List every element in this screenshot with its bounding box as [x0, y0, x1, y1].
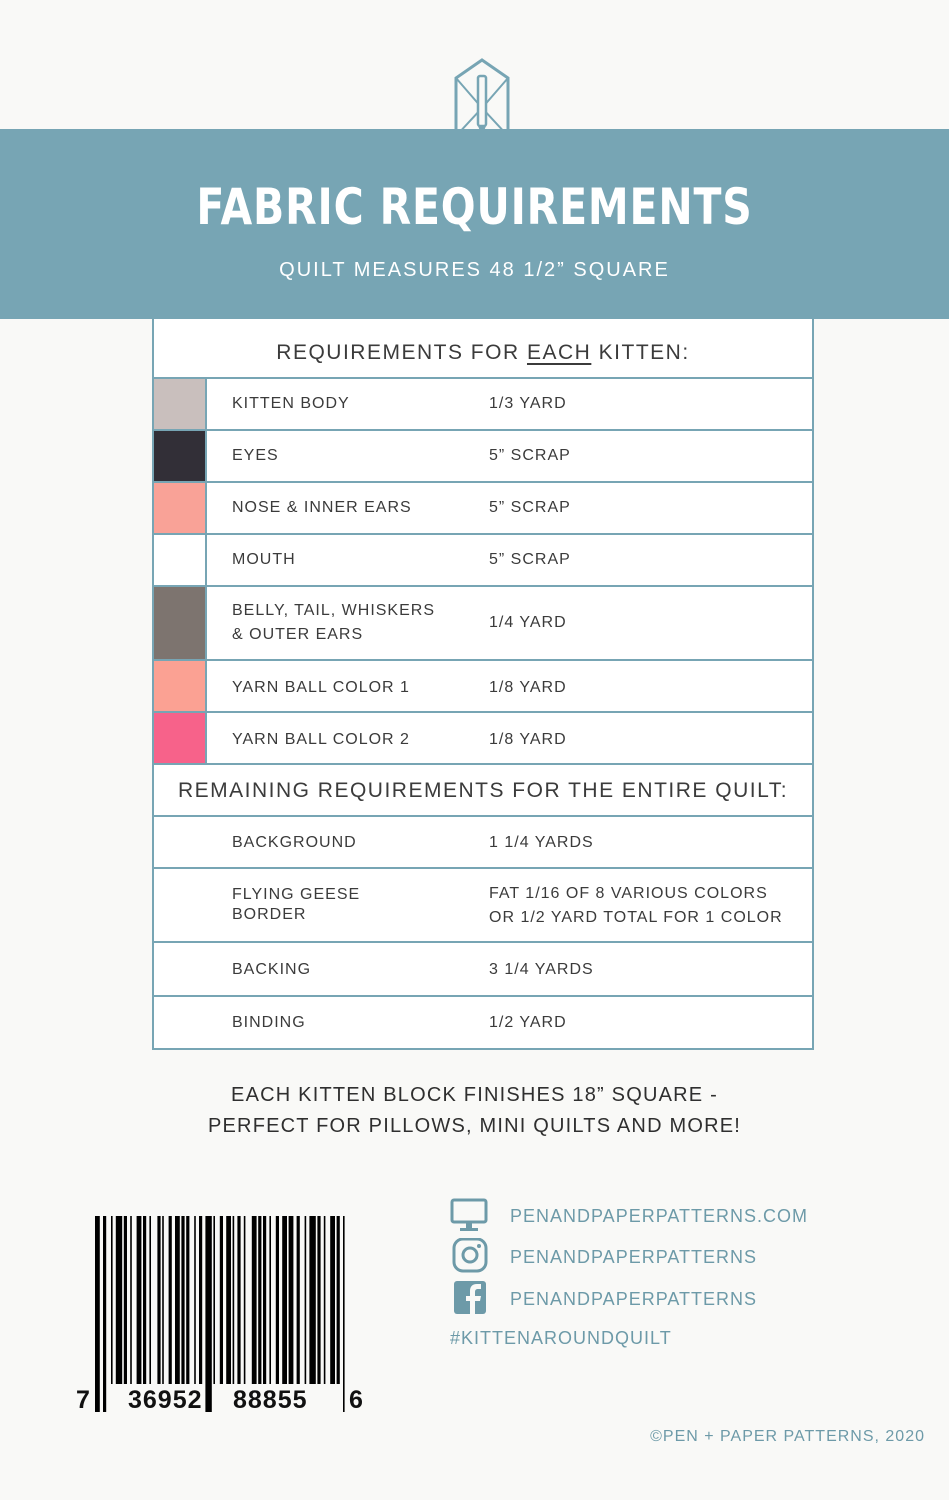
color-swatch — [154, 535, 207, 585]
barcode-bar — [157, 1216, 160, 1384]
amount-label: 1/8 YARD — [489, 679, 567, 696]
amount-label: FAT 1/16 OF 8 VARIOUS COLORS — [489, 885, 768, 902]
amount-label: 5” SCRAP — [489, 551, 571, 568]
barcode-bar — [124, 1216, 127, 1384]
barcode-bar — [226, 1216, 231, 1384]
item-label: BACKGROUND — [232, 834, 357, 851]
barcode-group-right: 88855 — [233, 1386, 308, 1414]
barcode-bar — [205, 1216, 211, 1412]
barcode-bar — [324, 1216, 326, 1384]
barcode-bar — [116, 1216, 122, 1384]
barcode-bar — [199, 1216, 202, 1384]
hashtag: #KITTENAROUNDQUILT — [450, 1328, 672, 1348]
barcode-bar — [103, 1216, 106, 1412]
barcode-bar — [317, 1216, 320, 1384]
barcode — [75, 1212, 370, 1417]
color-swatch — [154, 483, 207, 533]
barcode-bar — [276, 1216, 279, 1384]
barcode-group-left: 36952 — [128, 1386, 203, 1414]
barcode-bar — [263, 1216, 266, 1384]
barcode-bar — [269, 1216, 271, 1384]
item-label: YARN BALL COLOR 1 — [232, 679, 410, 696]
table-row — [154, 941, 812, 995]
barcode-bar — [220, 1216, 223, 1384]
monitor-icon — [450, 1197, 488, 1233]
requirements-table — [152, 319, 814, 1050]
table-row — [154, 585, 812, 661]
tagline-line1: EACH KITTEN BLOCK FINISHES 18” SQUARE - — [231, 1084, 718, 1106]
barcode-bar — [181, 1216, 184, 1384]
amount-label: 5” SCRAP — [489, 447, 571, 464]
barcode-bar — [194, 1216, 196, 1384]
website-link[interactable]: PENANDPAPERPATTERNS.COM — [510, 1206, 809, 1226]
table-row — [154, 711, 812, 763]
barcode-bar — [343, 1216, 345, 1412]
instagram-link[interactable]: PENANDPAPERPATTERNS — [510, 1247, 758, 1267]
color-swatch — [154, 587, 207, 661]
amount-label: 3 1/4 YARDS — [489, 961, 594, 978]
kitten-section-heading: REQUIREMENTS FOR EACH KITTEN: — [276, 341, 690, 364]
amount-label: 1/4 YARD — [489, 614, 567, 631]
table-row — [154, 995, 812, 1048]
item-label: YARN BALL COLOR 2 — [232, 731, 410, 748]
item-label: KITTEN BODY — [232, 395, 350, 412]
table-row — [154, 429, 812, 481]
amount-label: 1/2 YARD — [489, 1014, 567, 1031]
item-label: BACKING — [232, 961, 312, 978]
barcode-bar — [169, 1216, 172, 1384]
amount-label: 5” SCRAP — [489, 499, 571, 516]
barcode-bar — [237, 1216, 240, 1384]
barcode-bar — [213, 1216, 215, 1384]
barcode-bar — [143, 1216, 146, 1384]
barcode-bar — [252, 1216, 257, 1384]
facebook-link[interactable]: PENANDPAPERPATTERNS — [510, 1289, 758, 1309]
barcode-bar — [330, 1216, 335, 1384]
barcode-bar — [233, 1216, 235, 1384]
barcode-bar — [258, 1216, 261, 1384]
page-subtitle: QUILT MEASURES 48 1/2” SQUARE — [279, 259, 670, 281]
item-label: FLYING GEESE — [232, 886, 361, 903]
page-title: FABRIC REQUIREMENTS — [196, 178, 753, 236]
barcode-bar — [244, 1216, 246, 1384]
item-label: NOSE & INNER EARS — [232, 499, 412, 516]
quilt-section-heading: REMAINING REQUIREMENTS FOR THE ENTIRE QUILT: — [177, 779, 789, 802]
tagline — [0, 1080, 949, 1142]
facebook-icon — [450, 1280, 488, 1316]
barcode-digit-last: 6 — [349, 1386, 363, 1414]
color-swatch — [154, 661, 207, 711]
amount-label: 1/8 YARD — [489, 731, 567, 748]
item-label: MOUTH — [232, 551, 296, 568]
barcode-bar — [95, 1216, 100, 1412]
item-label: BELLY, TAIL, WHISKERS — [232, 602, 435, 619]
barcode-bar — [309, 1216, 315, 1384]
color-swatch — [154, 713, 207, 763]
instagram-icon — [450, 1238, 488, 1274]
barcode-bar — [162, 1216, 164, 1384]
barcode-bar — [282, 1216, 287, 1384]
item-label: & OUTER EARS — [232, 626, 364, 643]
quilt-section-row — [154, 763, 812, 817]
item-label: EYES — [232, 447, 279, 464]
barcode-digit-first: 7 — [76, 1386, 90, 1414]
amount-label: 1/3 YARD — [489, 395, 567, 412]
amount-label: 1 1/4 YARDS — [489, 834, 594, 851]
item-label: BINDING — [232, 1014, 306, 1031]
color-swatch — [154, 379, 207, 429]
barcode-bar — [111, 1216, 113, 1384]
table-row — [154, 815, 812, 869]
table-row — [154, 867, 812, 943]
barcode-bar — [137, 1216, 142, 1384]
copyright: ©PEN + PAPER PATTERNS, 2020 — [650, 1428, 925, 1445]
barcode-bar — [175, 1216, 180, 1384]
table-row — [154, 533, 812, 585]
barcode-bar — [305, 1216, 307, 1384]
color-swatch — [154, 431, 207, 481]
table-row — [154, 481, 812, 533]
amount-label: OR 1/2 YARD TOTAL FOR 1 COLOR — [489, 909, 783, 926]
item-label: BORDER — [232, 906, 307, 923]
barcode-bar — [289, 1216, 294, 1384]
barcode-bar — [337, 1216, 340, 1384]
barcode-bar — [149, 1216, 151, 1384]
barcode-bar — [186, 1216, 189, 1384]
barcode-bar — [297, 1216, 300, 1384]
barcode-bar — [130, 1216, 132, 1384]
table-row — [154, 377, 812, 429]
table-row — [154, 659, 812, 711]
tagline-line2: PERFECT FOR PILLOWS, MINI QUILTS AND MORE! — [207, 1115, 742, 1137]
